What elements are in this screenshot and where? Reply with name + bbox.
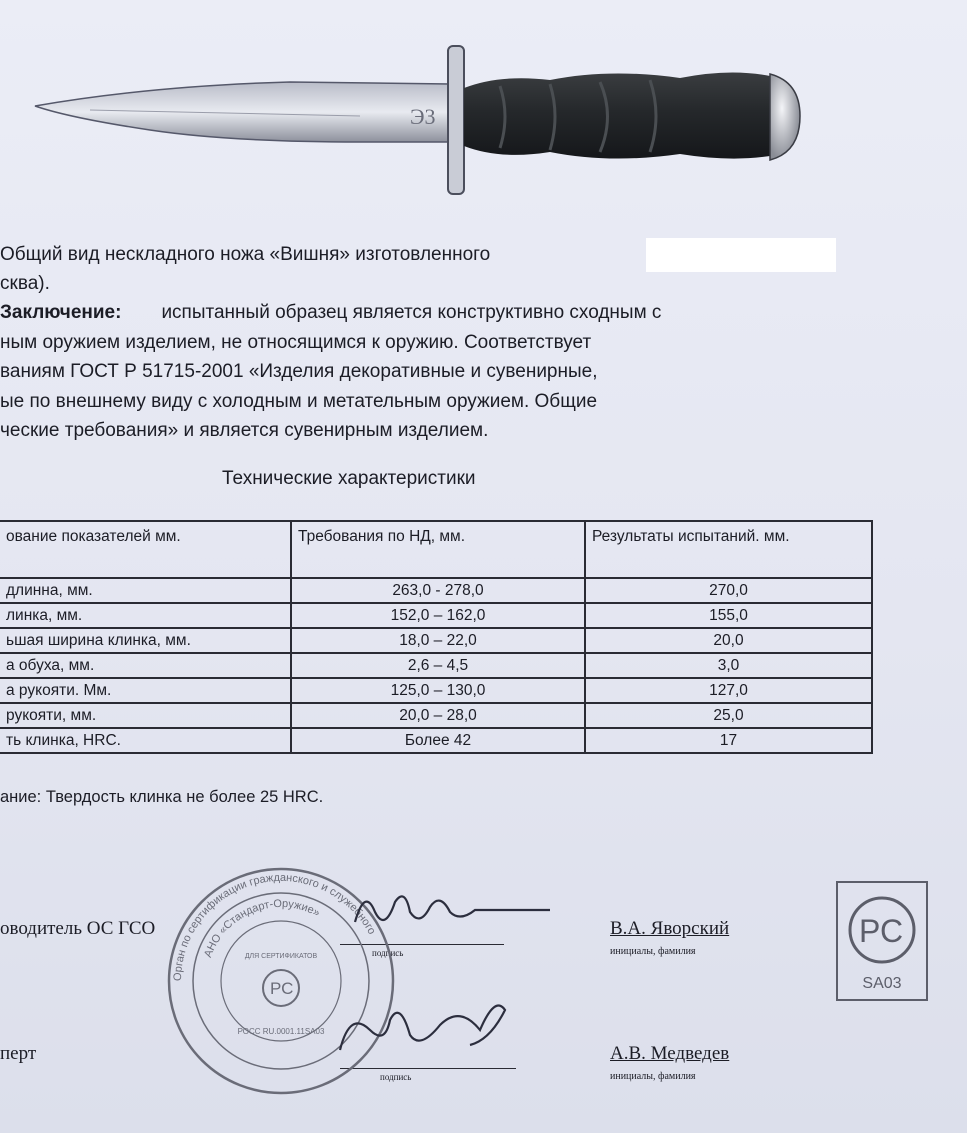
svg-text:Орган по сертификации гражданс: Орган по сертификации гражданского и служебного bbox=[171, 871, 378, 982]
table-row bbox=[0, 703, 872, 728]
table-cell: Более 42 bbox=[291, 728, 585, 753]
table-cell: ть клинка, HRC. bbox=[0, 728, 291, 753]
conclusion-text bbox=[0, 298, 661, 446]
signature-1 bbox=[350, 882, 560, 942]
table-cell: 127,0 bbox=[585, 678, 872, 703]
conclusion-line: ваниям ГОСТ Р 51715-2001 «Изделия декоративные и сувенирные, bbox=[0, 361, 598, 382]
stamp-center-text: ДЛЯ СЕРТИФИКАТОВ bbox=[244, 953, 318, 960]
specs-table bbox=[0, 520, 873, 754]
signature-2 bbox=[330, 990, 530, 1070]
signer-name-sublabel: инициалы, фамилия bbox=[610, 946, 696, 957]
conclusion-line: ые по внешнему виду с холодным и метательным оружием. Общие bbox=[0, 390, 598, 412]
knife-illustration bbox=[30, 38, 820, 208]
mark-code: SA03 bbox=[862, 975, 902, 992]
signature-sublabel: подпись bbox=[372, 948, 404, 958]
table-cell: 20,0 – 28,0 bbox=[291, 703, 585, 728]
header-cell: Результаты испытаний. мм. bbox=[585, 521, 872, 578]
caption-line-1: Общий вид нескладного ножа «Вишня» изготовленного bbox=[0, 244, 491, 265]
conclusion-line: испытанный образец является конструктивно сходным с bbox=[161, 302, 662, 323]
table-cell: длинна, мм. bbox=[0, 578, 291, 603]
table-cell: 20,0 bbox=[585, 628, 872, 653]
table-cell: 152,0 – 162,0 bbox=[291, 603, 585, 628]
stamp-reg: РОСС RU.0001.11SA03 bbox=[237, 1027, 325, 1036]
svg-text:Э3: Э3 bbox=[410, 104, 436, 129]
table-cell: линка, мм. bbox=[0, 603, 291, 628]
table-cell: 18,0 – 22,0 bbox=[291, 628, 585, 653]
table-row bbox=[0, 628, 872, 653]
table-cell: 155,0 bbox=[585, 603, 872, 628]
table-row bbox=[0, 653, 872, 678]
svg-text:РС: РС bbox=[859, 913, 904, 949]
table-cell: ьшая ширина клинка, мм. bbox=[0, 628, 291, 653]
role-head: оводитель ОС ГСО bbox=[0, 918, 156, 939]
table-cell: 17 bbox=[585, 728, 872, 753]
table-header-row bbox=[0, 521, 872, 578]
table-row bbox=[0, 603, 872, 628]
table-row bbox=[0, 728, 872, 753]
conclusion-line: ческие требования» и является сувенирным изделием. bbox=[0, 420, 489, 441]
table-cell: 3,0 bbox=[585, 653, 872, 678]
redaction-box bbox=[646, 238, 836, 272]
svg-text:РС: РС bbox=[270, 979, 294, 998]
signer-name-sublabel: инициалы, фамилия bbox=[610, 1071, 696, 1082]
table-cell: 263,0 - 278,0 bbox=[291, 578, 585, 603]
table-row bbox=[0, 678, 872, 703]
table-cell: 25,0 bbox=[585, 703, 872, 728]
conclusion-label: Заключение: bbox=[0, 302, 122, 323]
caption-line-2: сква). bbox=[0, 273, 50, 294]
table-cell: а обуха, мм. bbox=[0, 653, 291, 678]
table-cell: 270,0 bbox=[585, 578, 872, 603]
table-cell: 2,6 – 4,5 bbox=[291, 653, 585, 678]
signer-name-1: В.А. Яворский bbox=[610, 918, 730, 939]
signature-sublabel: подпись bbox=[380, 1072, 412, 1082]
header-cell: Требования по НД, мм. bbox=[291, 521, 585, 578]
table-title: Технические характеристики bbox=[222, 468, 476, 489]
table-row bbox=[0, 578, 872, 603]
svg-text:АНО «Стандарт-Оружие»: АНО «Стандарт-Оружие» bbox=[202, 897, 322, 960]
conclusion-line: ным оружием изделием, не относящимся к оружию. Соответствует bbox=[0, 331, 592, 353]
certification-mark bbox=[835, 880, 929, 1002]
signer-name-2: А.В. Медведев bbox=[610, 1043, 730, 1064]
role-expert: перт bbox=[0, 1043, 37, 1064]
table-cell: а рукояти. Мм. bbox=[0, 678, 291, 703]
header-cell: ование показателей мм. bbox=[0, 521, 291, 578]
table-cell: рукояти, мм. bbox=[0, 703, 291, 728]
table-cell: 125,0 – 130,0 bbox=[291, 678, 585, 703]
note-text: ание: Твердость клинка не более 25 HRC. bbox=[0, 788, 324, 806]
